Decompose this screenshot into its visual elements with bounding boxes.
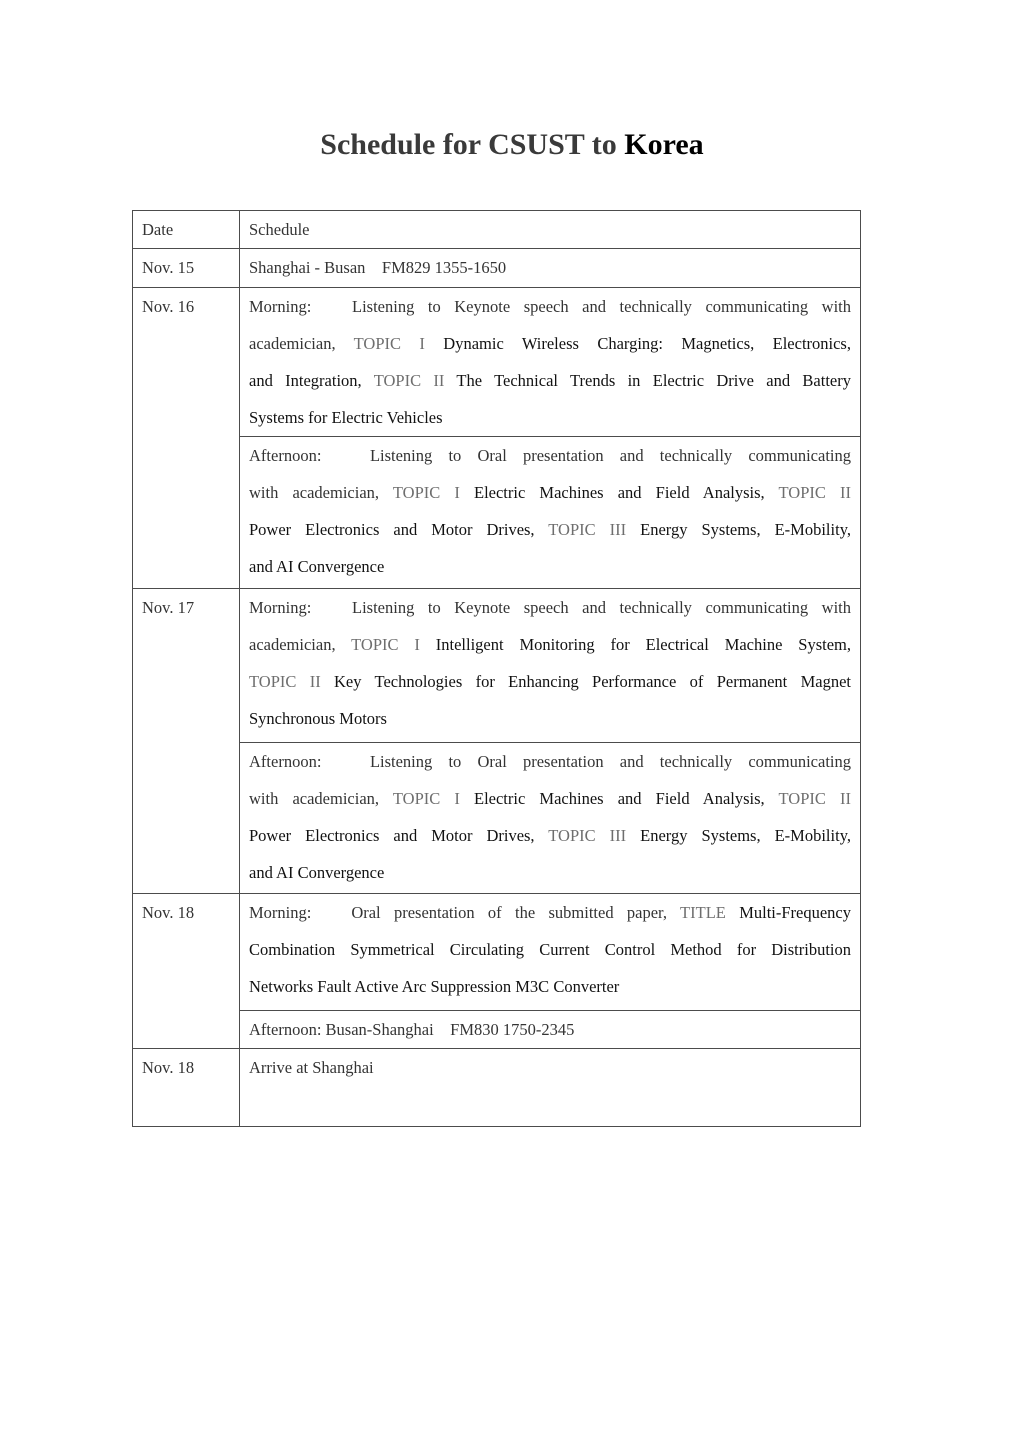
table-row: [133, 589, 861, 743]
date-cell-arrival: Nov. 18: [133, 1049, 240, 1127]
schedule-cell-arrival: Arrive at Shanghai: [240, 1049, 861, 1127]
column-header-schedule: Schedule: [240, 211, 861, 249]
page-title-accent: Korea: [616, 128, 704, 161]
table-row: [133, 1049, 861, 1127]
date-cell-nov17: Nov. 17: [133, 589, 240, 894]
schedule-table: [132, 210, 861, 1127]
column-header-date: Date: [133, 211, 240, 249]
table-header-row: [133, 211, 861, 249]
schedule-cell-nov18-return-flight: Afternoon: Busan-Shanghai FM830 1750-2345: [240, 1011, 861, 1049]
page-title: [0, 127, 1024, 163]
date-cell-nov18: Nov. 18: [133, 894, 240, 1049]
date-cell-nov15: Nov. 15: [133, 249, 240, 288]
table-row: [133, 437, 861, 589]
schedule-cell-nov17-afternoon: Afternoon: Listening to Oral presentation and technically communicating with academician, TOPIC I Electric Machines and Field Analysis, TOPIC II Power Electronics and Motor Drives, TOPIC III Energy Systems, E-Mobility, and AI Convergence: [240, 743, 861, 894]
schedule-cell-nov18-morning: Morning: Oral presentation of the submitted paper, TITLE Multi-Frequency Combination Symmetrical Circulating Current Control Method for Distribution Networks Fault Active Arc Suppression M3C Converter: [240, 894, 861, 1011]
table-row: [133, 894, 861, 1011]
schedule-cell-nov16-morning: Morning: Listening to Keynote speech and technically communicating with academician, TOPIC I Dynamic Wireless Charging: Magnetics, Electronics, and Integration, TOPIC II The Technical Trends in Electric Drive and Battery Systems for Electric Vehicles: [240, 288, 861, 437]
schedule-cell-nov15-flight: Shanghai - Busan FM829 1355-1650: [240, 249, 861, 288]
table-row: [133, 1011, 861, 1049]
table-row: [133, 288, 861, 437]
schedule-cell-nov17-morning: Morning: Listening to Keynote speech and technically communicating with academician, TOPIC I Intelligent Monitoring for Electrical Machine System, TOPIC II Key Technologies for Enhancing Performance of Permanent Magnet Synchronous Motors: [240, 589, 861, 743]
schedule-cell-nov16-afternoon: Afternoon: Listening to Oral presentation and technically communicating with academician, TOPIC I Electric Machines and Field Analysis, TOPIC II Power Electronics and Motor Drives, TOPIC III Energy Systems, E-Mobility, and AI Convergence: [240, 437, 861, 589]
table-row: [133, 249, 861, 288]
date-cell-nov16: Nov. 16: [133, 288, 240, 589]
table-row: [133, 743, 861, 894]
page-title-main: Schedule for CSUST to: [320, 128, 617, 161]
